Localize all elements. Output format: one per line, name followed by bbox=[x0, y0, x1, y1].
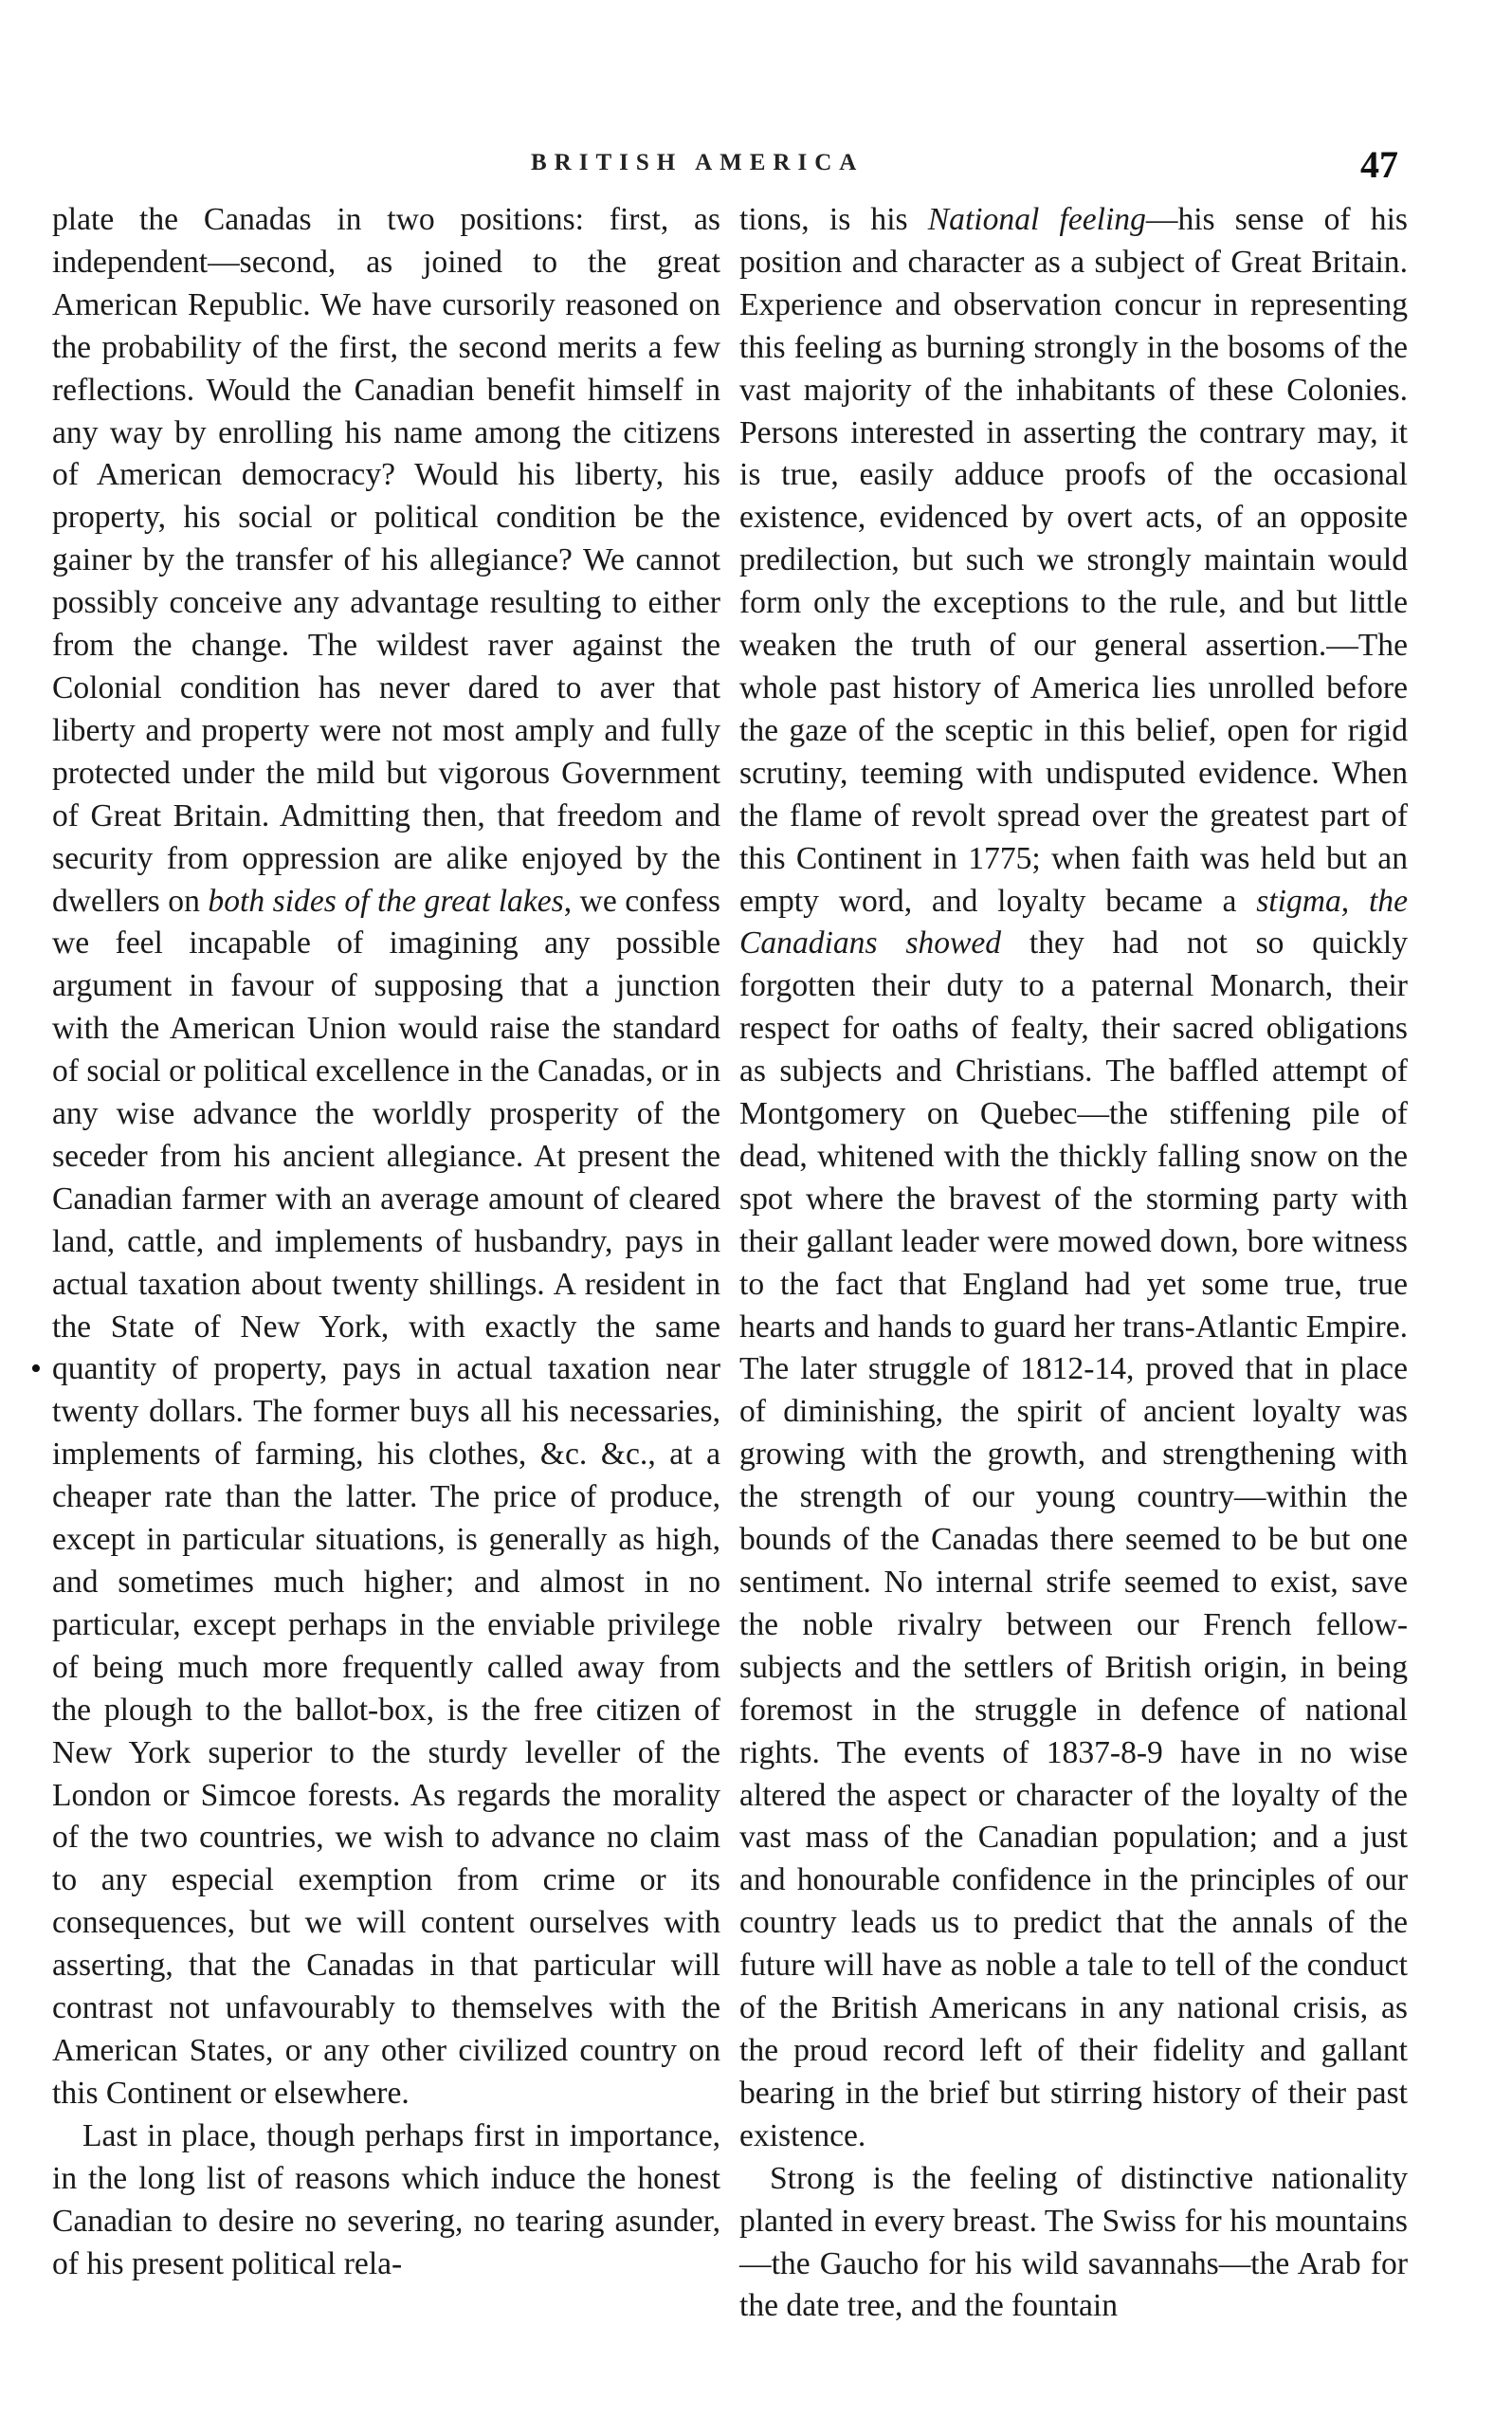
running-head bbox=[0, 142, 1512, 186]
paragraph-continued bbox=[52, 199, 720, 2115]
italic-run: stigma, the Canadians showed bbox=[739, 883, 1408, 961]
italic-run: National feeling bbox=[927, 202, 1146, 237]
left-column bbox=[52, 199, 720, 2285]
right-column bbox=[739, 199, 1408, 2328]
paragraph-continued bbox=[739, 199, 1408, 2158]
margin-mark: • bbox=[30, 1351, 42, 1386]
text-run: , we confess we feel incapable of imagining any possible argument in favour of supposing that a junction with the American Union would raise the standard of social or political excellence in the Canadas, or in any wise advance the worldly prosperity of the seceder from his ancient allegiance. At present the Canadian farmer with an average amount of cleared land, cattle, and implements of husbandry, pays in actual taxation about twenty shillings. A resident in the State of New York, with exactly the same quantity of property, pays in actual taxation near twenty dollars. The former buys all his necessaries, implements of farming, his clothes, &c. &c., at a cheaper rate than the latter. The price of produce, except in particular situations, is generally as high, and sometimes much higher; and almost in no particular, except perhaps in the enviable privilege of being much more frequently called away from the plough to the ballot-box, is the free citizen of New York superior to the sturdy leveller of the London or Simcoe forests. As regards the morality of the two countries, we wish to advance no claim to any especial exemption from crime or its consequences, but we will content ourselves with asserting, that the Canadas in that particular will contrast not unfavourably to themselves with the American States, or any other civilized country on this Continent or elsewhere. bbox=[52, 883, 720, 2111]
italic-run: both sides of the great lakes bbox=[208, 883, 564, 919]
paragraph: Strong is the feeling of distinctive nationality planted in every breast. The Swiss for his mountains—the Gaucho for his wild savannahs—the Arab for the date tree, and the fountain bbox=[739, 2160, 1408, 2324]
text-run: they had not so quickly forgotten their duty to a paternal Monarch, their respect for oaths of fealty, their sacred obligations as subjects and Christians. The baffled attempt of Montgomery on Quebec—the stiffening pile of dead, whitened with the thickly falling snow on the spot where the bravest of the storming party with their gallant leader were mowed down, bore witness to the fact that England had yet some true, true hearts and hands to guard her trans-Atlantic Empire. The later struggle of 1812-14, proved that in place of diminishing, the spirit of ancient loyalty was growing with the growth, and strengthening with the strength of our young country—within the bounds of the Canadas there seemed to be but one sentiment. No internal strife seemed to exist, save the noble rivalry between our French fellow-subjects and the settlers of British origin, in being foremost in the struggle in defence of national rights. The events of 1837-8-9 have in no wise altered the aspect or character of the loyalty of the vast mass of the Canadian population; and a just and honourable confidence in the principles of our country leads us to predict that the annals of the future will have as noble a tale to tell of the conduct of the British Americans in any national crisis, as the proud record left of their fidelity and gallant bearing in the brief but stirring history of their past existence. bbox=[739, 925, 1409, 2153]
page-number: 47 bbox=[1360, 143, 1398, 186]
text-run: —his sense of his position and character as a subject of Great Britain. Experience and observation concur in representing this feeling as burning strongly in the bosoms of the vast majority of the inhabitants of these Colonies. Persons interested in asserting the contrary may, it is true, easily adduce proofs of the occasional existence, evidenced by overt acts, of an opposite predilection, but such we strongly maintain would form only the exceptions to the rule, and but little weaken the truth of our general assertion.—The whole past history of America lies unrolled before the gaze of the sceptic in this belief, open for rigid scrutiny, teeming with undisputed evidence. When the flame of revolt spread over the greatest part of this Continent in 1775; when faith was held but an empty word, and loyalty became a bbox=[739, 202, 1408, 919]
text-run: tions, is his bbox=[739, 202, 928, 237]
paragraph: Last in place, though perhaps first in importance, in the long list of reasons which induce the honest Canadian to desire no severing, no tearing asunder, of his present political rela- bbox=[52, 2117, 720, 2281]
running-title: BRITISH AMERICA bbox=[531, 150, 865, 175]
text-run: plate the Canadas in two positions: first, as independent—second, as joined to the great American Republic. We have cursorily reasoned on the probability of the first, the second merits a few reflections. Would the Canadian benefit himself in any way by enrolling his name among the citizens of American democracy? Would his liberty, his property, his social or political condition be the gainer by the transfer of his allegiance? We cannot possibly conceive any advantage resulting to either from the change. The wildest raver against the Colonial condition has never dared to aver that liberty and property were not most amply and fully protected under the mild but vigorous Government of Great Britain. Admitting then, that freedom and security from oppression are alike enjoyed by the dwellers on bbox=[52, 202, 720, 919]
